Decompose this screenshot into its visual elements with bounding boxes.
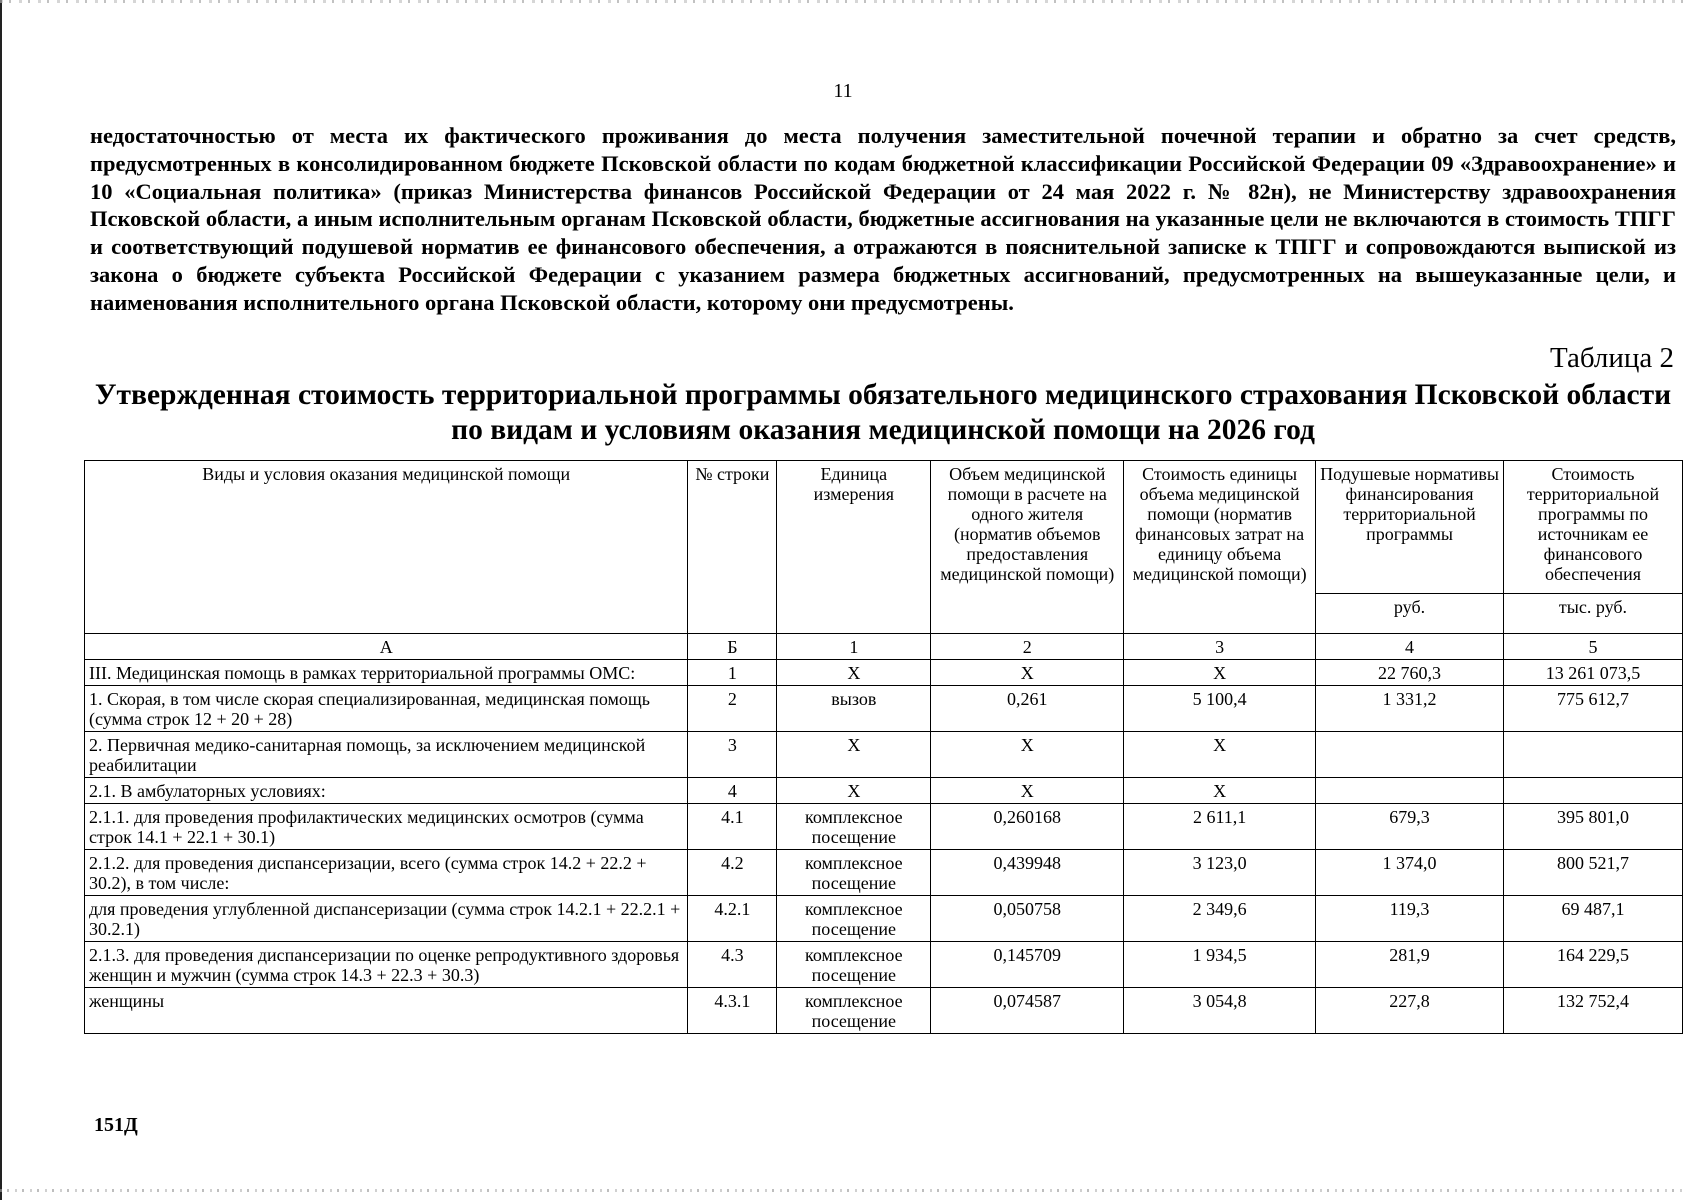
cell-per-capita: 281,9 — [1316, 942, 1504, 988]
cell-per-capita — [1316, 732, 1504, 778]
cell-cost: 3 054,8 — [1124, 988, 1316, 1034]
cell-total — [1503, 778, 1682, 804]
cell-cost: 5 100,4 — [1124, 686, 1316, 732]
cell-cost: 2 611,1 — [1124, 804, 1316, 850]
header-unit: Единица измерения — [777, 461, 931, 634]
cell-volume: 0,261 — [931, 686, 1124, 732]
cell-volume: Х — [931, 660, 1124, 686]
cell-type: 2.1.1. для проведения профилактических медицинских осмотров (сумма строк 14.1 + 22.1 + 30.1) — [85, 804, 688, 850]
cell-unit: комплексное посещение — [777, 896, 931, 942]
cell-total: 775 612,7 — [1503, 686, 1682, 732]
header-program-cost: Стоимость территориальной программы по источникам ее финансового обеспечения — [1503, 461, 1682, 594]
column-codes-row — [85, 634, 1683, 660]
column-code: 3 — [1124, 634, 1316, 660]
cell-per-capita: 22 760,3 — [1316, 660, 1504, 686]
cell-unit: комплексное посещение — [777, 850, 931, 896]
cell-row-no: 4.3 — [688, 942, 777, 988]
cell-total: 69 487,1 — [1503, 896, 1682, 942]
cell-unit: комплексное посещение — [777, 988, 931, 1034]
cell-row-no: 3 — [688, 732, 777, 778]
scan-bottom-edge — [0, 1189, 1686, 1192]
cell-volume: 0,439948 — [931, 850, 1124, 896]
column-code: 1 — [777, 634, 931, 660]
cell-type: 2. Первичная медико-санитарная помощь, за исключением медицинской реабилитации — [85, 732, 688, 778]
table-row — [85, 732, 1683, 778]
cell-per-capita — [1316, 778, 1504, 804]
table-row — [85, 804, 1683, 850]
cell-per-capita: 1 331,2 — [1316, 686, 1504, 732]
cell-type: III. Медицинская помощь в рамках территориальной программы ОМС: — [85, 660, 688, 686]
cell-row-no: 4.1 — [688, 804, 777, 850]
cell-volume: 0,145709 — [931, 942, 1124, 988]
cell-per-capita: 119,3 — [1316, 896, 1504, 942]
table-row — [85, 686, 1683, 732]
table-row — [85, 660, 1683, 686]
cell-cost: 3 123,0 — [1124, 850, 1316, 896]
cell-volume: Х — [931, 778, 1124, 804]
cell-type: для проведения углубленной диспансеризации (сумма строк 14.2.1 + 22.2.1 + 30.2.1) — [85, 896, 688, 942]
cell-row-no: 4 — [688, 778, 777, 804]
cell-unit: вызов — [777, 686, 931, 732]
cell-volume: 0,074587 — [931, 988, 1124, 1034]
cell-unit: Х — [777, 660, 931, 686]
cell-type: 2.1.2. для проведения диспансеризации, всего (сумма строк 14.2 + 22.2 + 30.2), в том числе: — [85, 850, 688, 896]
column-code: Б — [688, 634, 777, 660]
cell-per-capita: 1 374,0 — [1316, 850, 1504, 896]
column-code: 5 — [1503, 634, 1682, 660]
cost-table — [84, 460, 1683, 1034]
cell-total: 800 521,7 — [1503, 850, 1682, 896]
cell-unit: Х — [777, 778, 931, 804]
cell-per-capita: 227,8 — [1316, 988, 1504, 1034]
cell-volume: 0,260168 — [931, 804, 1124, 850]
cell-total: 164 229,5 — [1503, 942, 1682, 988]
table-row — [85, 988, 1683, 1034]
cell-cost: Х — [1124, 660, 1316, 686]
cell-row-no: 4.2.1 — [688, 896, 777, 942]
header-row-no: № строки — [688, 461, 777, 634]
cell-unit: Х — [777, 732, 931, 778]
column-code: 4 — [1316, 634, 1504, 660]
cell-volume: Х — [931, 732, 1124, 778]
cell-total: 395 801,0 — [1503, 804, 1682, 850]
table-row — [85, 778, 1683, 804]
table-row — [85, 850, 1683, 896]
cell-type: 1. Скорая, в том числе скорая специализированная, медицинская помощь (сумма строк 12 + 20 + 28) — [85, 686, 688, 732]
table-row — [85, 896, 1683, 942]
cell-row-no: 4.2 — [688, 850, 777, 896]
page-number: 11 — [833, 80, 853, 102]
table-body — [85, 660, 1683, 1034]
header-cost-unit: Стоимость единицы объема медицинской помощи (норматив финансовых затрат на единицу объема медицинской помощи) — [1124, 461, 1316, 634]
cell-volume: 0,050758 — [931, 896, 1124, 942]
scan-top-edge — [0, 0, 1686, 3]
table-title-line-1: Утвержденная стоимость территориальной программы обязательного медицинского страхования Псковской области — [94, 379, 1672, 411]
cell-cost: 2 349,6 — [1124, 896, 1316, 942]
body-paragraph: недостаточностью от места их фактического проживания до места получения заместительной почечной терапии и обратно за счет средств, предусмотренных в консолидированном бюджете Псковской области по кодам бюджетной классификации Российской Федерации 09 «Здравоохранение» и 10 «Социальная политика» (приказ Министерства финансов Российской Федерации от 24 мая 2022 г. № 82н), не Министерству здравоохранения Псковской области, а иным исполнительным органам Псковской области, бюджетные ассигнования на указанные цели не включаются в стоимость ТПГГ и соответствующий подушевой норматив ее финансового обеспечения, а отражаются в пояснительной записке к ТПГГ и сопровождаются выпиской из закона о бюджете субъекта Российской Федерации с указанием размера бюджетных ассигнований, предусмотренных на вышеуказанные цели, и наименования исполнительного органа Псковской области, которому они предусмотрены. — [90, 123, 1676, 315]
column-code: А — [85, 634, 688, 660]
cell-cost: Х — [1124, 778, 1316, 804]
footer-code: 151Д — [94, 1114, 138, 1136]
header-type: Виды и условия оказания медицинской помощи — [85, 461, 688, 634]
cell-total: 132 752,4 — [1503, 988, 1682, 1034]
cell-unit: комплексное посещение — [777, 942, 931, 988]
cell-cost: Х — [1124, 732, 1316, 778]
cell-cost: 1 934,5 — [1124, 942, 1316, 988]
header-volume: Объем медицинской помощи в расчете на одного жителя (норматив объемов предоставления медицинской помощи) — [931, 461, 1124, 634]
cell-type: 2.1.3. для проведения диспансеризации по оценке репродуктивного здоровья женщин и мужчин (сумма строк 14.3 + 22.3 + 30.3) — [85, 942, 688, 988]
cell-row-no: 4.3.1 — [688, 988, 777, 1034]
table-label: Таблица 2 — [1549, 342, 1674, 374]
scan-left-edge — [0, 0, 2, 1200]
table-row — [85, 942, 1683, 988]
cell-unit: комплексное посещение — [777, 804, 931, 850]
header-program-cost-unit: тыс. руб. — [1503, 594, 1682, 634]
cell-total: 13 261 073,5 — [1503, 660, 1682, 686]
cell-total — [1503, 732, 1682, 778]
cell-row-no: 1 — [688, 660, 777, 686]
cell-type: женщины — [85, 988, 688, 1034]
cell-row-no: 2 — [688, 686, 777, 732]
header-per-capita: Подушевые нормативы финансирования территориальной программы — [1316, 461, 1504, 594]
cell-per-capita: 679,3 — [1316, 804, 1504, 850]
table-title-line-2: по видам и условиям оказания медицинской помощи на 2026 год — [451, 414, 1315, 446]
cell-type: 2.1. В амбулаторных условиях: — [85, 778, 688, 804]
column-code: 2 — [931, 634, 1124, 660]
header-per-capita-unit: руб. — [1316, 594, 1504, 634]
table-title — [90, 378, 1676, 448]
